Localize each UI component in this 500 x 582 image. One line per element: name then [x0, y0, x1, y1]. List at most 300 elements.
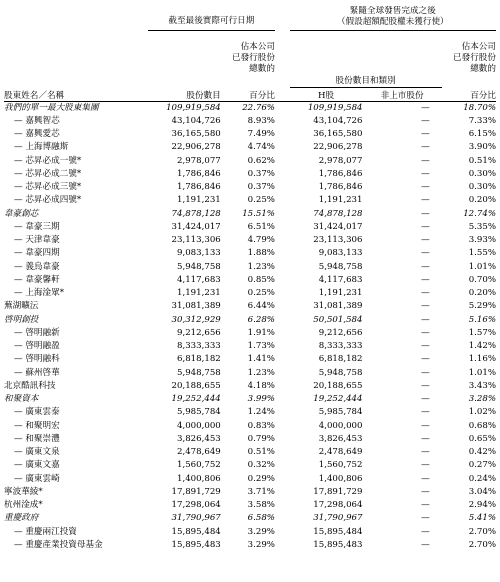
- h-shares-count: 50,501,584: [313, 314, 363, 325]
- shares-count: 20,188,655: [171, 380, 221, 391]
- spacer: [275, 234, 290, 247]
- spacer: [275, 221, 290, 234]
- table-row: [4, 287, 496, 300]
- table-header: [4, 6, 496, 101]
- spacer: [275, 300, 290, 313]
- spacer: [139, 194, 147, 207]
- spacer: [275, 499, 290, 512]
- h-shares-count: 1,786,846: [318, 182, 363, 192]
- unlisted-shares: —: [421, 394, 430, 404]
- spacer: [139, 221, 147, 234]
- shares-count: 9,083,133: [177, 248, 221, 259]
- spacer: [139, 406, 147, 419]
- spacer: [139, 499, 147, 512]
- unlisted-shares: —: [421, 235, 430, 245]
- unlisted-shares: —: [421, 407, 430, 418]
- unlisted-shares: —: [421, 155, 430, 166]
- h-shares-count: 15,895,484: [313, 526, 363, 537]
- h-shares-count: 22,906,278: [313, 142, 363, 153]
- shares-percentage: 0.32%: [247, 460, 275, 471]
- post-offering-percentage: 1.02%: [468, 407, 496, 418]
- spacer: [139, 155, 147, 168]
- shares-percentage: 1.23%: [247, 261, 275, 272]
- shareholder-name: — 芯昇必成二號*: [14, 168, 82, 179]
- shares-count: 1,191,231: [177, 195, 221, 206]
- h-shares-count: 31,790,967: [313, 513, 363, 524]
- spacer: [139, 287, 147, 300]
- spacer: [139, 340, 147, 353]
- spacer: [139, 261, 147, 274]
- table-row: [4, 101, 496, 115]
- shareholder-name: — 上海淦眾*: [14, 288, 64, 298]
- table-row: [4, 274, 496, 287]
- spacer: [139, 473, 147, 486]
- shares-percentage: 4.74%: [247, 142, 275, 153]
- shareholder-name: — 嘉興智芯: [14, 115, 60, 126]
- spacer: [139, 314, 147, 327]
- shares-count: 43,104,726: [171, 115, 221, 126]
- post-offering-percentage: 0.30%: [468, 168, 496, 179]
- post-offering-percentage: 18.70%: [463, 102, 496, 113]
- shares-col-header: 股份數目: [148, 87, 221, 101]
- post-offering-percentage: 5.29%: [468, 301, 496, 312]
- unlisted-shares: —: [421, 288, 430, 298]
- h-shares-count: 6,818,182: [318, 354, 363, 365]
- group2-title: [290, 6, 496, 31]
- unlisted-shares: —: [421, 208, 430, 219]
- shares-count: 5,948,758: [177, 367, 221, 378]
- shares-count: 19,252,444: [171, 394, 221, 404]
- unlisted-shares: —: [421, 248, 430, 259]
- shares-count: 2,478,649: [177, 447, 221, 457]
- shares-count: 9,212,656: [177, 327, 221, 338]
- table-row: [4, 168, 496, 181]
- group1-title: 截至最後實際可行日期: [148, 6, 275, 31]
- spacer: [275, 261, 290, 274]
- spacer: [139, 380, 147, 393]
- shares-count: 15,895,484: [171, 526, 221, 537]
- spacer: [139, 367, 147, 380]
- spacer: [139, 300, 147, 313]
- spacer: [139, 168, 147, 181]
- shareholder-name: 寧波華綾*: [4, 486, 43, 497]
- h-shares-count: 1,191,231: [318, 195, 363, 206]
- spacer: [139, 247, 147, 260]
- post-offering-percentage: 1.55%: [468, 248, 496, 259]
- spacer: [139, 433, 147, 446]
- shareholder-name: — 上海博融斯: [14, 142, 69, 153]
- shareholder-name: 北京酷訊科技: [4, 380, 56, 391]
- table-row: [4, 141, 496, 154]
- shareholder-name: — 芯昇必成一號*: [14, 155, 82, 166]
- unlisted-shares: —: [421, 513, 430, 524]
- h-shares-count: 2,478,649: [318, 447, 363, 457]
- shares-percentage: 0.83%: [247, 420, 275, 431]
- shares-count: 4,000,000: [177, 420, 221, 431]
- unlisted-shares: —: [421, 274, 430, 285]
- table-row: [4, 247, 496, 260]
- post-offering-percentage: 0.24%: [468, 473, 496, 484]
- spacer: [275, 168, 290, 181]
- post-offering-percentage: 0.30%: [468, 182, 496, 192]
- table-row: [4, 221, 496, 234]
- spacer: [275, 406, 290, 419]
- spacer: [139, 446, 147, 459]
- shareholder-name: — 廣東文泉: [14, 447, 60, 457]
- table-row: [4, 155, 496, 168]
- post-offering-percentage: 0.42%: [468, 447, 496, 457]
- shareholder-name: — 蘇州啓華: [14, 367, 60, 378]
- spacer: [275, 486, 290, 499]
- table-row: [4, 499, 496, 512]
- table-row: [4, 526, 496, 539]
- shareholder-name: — 韋豪三期: [14, 221, 60, 232]
- spacer: [275, 539, 290, 552]
- shares-percentage: 0.25%: [247, 195, 275, 206]
- post-offering-percentage: 2.70%: [468, 526, 496, 537]
- unlisted-shares: —: [421, 486, 430, 497]
- shareholder-name: — 義烏韋豪: [14, 261, 60, 272]
- post-offering-percentage: 1.01%: [468, 261, 496, 272]
- h-shares-count: 36,165,580: [313, 129, 363, 139]
- spacer: [139, 128, 147, 141]
- shares-percentage: 1.73%: [247, 341, 275, 351]
- shareholder-name: 啓明創投: [4, 314, 39, 325]
- spacer: [139, 327, 147, 340]
- spacer: [275, 194, 290, 207]
- name-col-header: 股東姓名／名稱: [4, 87, 139, 101]
- h-shares-count: 17,298,064: [313, 500, 363, 510]
- spacer: [275, 473, 290, 486]
- h-shares-count: 31,081,389: [313, 301, 363, 312]
- spacer: [275, 433, 290, 446]
- spacer: [275, 526, 290, 539]
- table-row: [4, 539, 496, 552]
- spacer: [275, 141, 290, 154]
- unlisted-shares: —: [421, 314, 430, 325]
- pct-col-header-2: 百分比: [442, 87, 496, 101]
- spacer: [139, 393, 147, 406]
- shares-count: 15,895,483: [171, 539, 221, 550]
- spacer: [139, 208, 147, 221]
- unlisted-shares: —: [421, 539, 430, 550]
- table-row: [4, 314, 496, 327]
- shares-count: 1,560,752: [177, 460, 221, 471]
- pct-col-header-1: 百分比: [221, 87, 275, 101]
- shareholder-name: — 重慶兩江投資: [14, 526, 77, 537]
- post-offering-percentage: 1.57%: [468, 327, 496, 338]
- unlisted-shares: —: [421, 102, 430, 113]
- post-offering-percentage: 1.42%: [468, 341, 496, 351]
- spacer: [139, 181, 147, 194]
- unlisted-shares: —: [421, 433, 430, 444]
- table-row: [4, 300, 496, 313]
- post-offering-percentage: 0.27%: [468, 460, 496, 471]
- shares-percentage: 15.51%: [242, 208, 275, 219]
- spacer: [275, 327, 290, 340]
- shares-percentage: 22.76%: [242, 102, 275, 113]
- table-row: [4, 128, 496, 141]
- shareholder-name: — 啓明融盈: [14, 341, 60, 351]
- shares-percentage: 3.71%: [247, 486, 275, 497]
- shareholder-name: — 和聚崇灃: [14, 433, 60, 444]
- h-shares-count: 1,400,806: [318, 473, 363, 484]
- h-shares-count: 8,333,333: [318, 341, 363, 351]
- shares-count: 17,298,064: [171, 500, 221, 510]
- table-row: [4, 340, 496, 353]
- shares-percentage: 0.62%: [247, 155, 275, 166]
- post-offering-percentage: 1.16%: [468, 354, 496, 365]
- h-shares-count: 17,891,729: [313, 486, 363, 497]
- h-shares-count: 15,895,483: [313, 539, 363, 550]
- shares-percentage: 8.93%: [247, 115, 275, 126]
- shareholder-name: 和聚資本: [4, 394, 39, 404]
- h-shares-count: 20,188,655: [313, 380, 363, 391]
- shares-count: 3,826,453: [177, 433, 221, 444]
- shareholder-name: 重慶政府: [4, 513, 39, 524]
- shareholder-name: — 韋豪馨軒: [14, 274, 60, 285]
- table-row: [4, 115, 496, 128]
- spacer: [275, 247, 290, 260]
- spacer: [139, 141, 147, 154]
- post-offering-percentage: 1.01%: [468, 367, 496, 378]
- spacer: [275, 287, 290, 300]
- shareholder-name: 我們的單一最大股東集團: [4, 102, 99, 113]
- shares-percentage: 4.79%: [247, 235, 275, 245]
- h-shares-count: 23,113,306: [313, 235, 363, 245]
- shares-percentage: 0.29%: [247, 473, 275, 484]
- spacer: [275, 340, 290, 353]
- spacer: [139, 486, 147, 499]
- pct-header-2: 佔本公司 已發行股份 總數的: [453, 41, 496, 74]
- shares-count: 109,919,584: [166, 102, 221, 113]
- post-offering-percentage: 3.90%: [468, 142, 496, 153]
- h-shares-count: 31,424,017: [313, 221, 363, 232]
- shares-by-class-header: 股份數目和類別: [290, 75, 442, 88]
- shares-percentage: 0.79%: [247, 433, 275, 444]
- post-offering-percentage: 3.93%: [468, 235, 496, 245]
- shares-count: 6,818,182: [177, 354, 221, 365]
- unlisted-shares: —: [421, 420, 430, 431]
- h-shares-count: 74,878,128: [313, 208, 363, 219]
- shares-percentage: 0.85%: [247, 274, 275, 285]
- unlisted-shares: —: [421, 129, 430, 139]
- shares-count: 8,333,333: [177, 341, 221, 351]
- h-shares-count: 1,560,752: [318, 460, 363, 471]
- post-offering-percentage: 0.65%: [468, 433, 496, 444]
- spacer: [275, 393, 290, 406]
- spacer: [139, 353, 147, 366]
- h-shares-count: 5,948,758: [318, 367, 363, 378]
- post-offering-percentage: 7.33%: [468, 115, 496, 126]
- spacer: [139, 115, 147, 128]
- spacer: [275, 101, 290, 115]
- spacer: [275, 380, 290, 393]
- post-offering-percentage: 3.04%: [468, 486, 496, 497]
- h-shares-count: 9,083,133: [318, 248, 363, 259]
- spacer: [139, 274, 147, 287]
- shares-percentage: 6.58%: [247, 513, 275, 524]
- shareholder-name: — 廣東雲泰: [14, 407, 60, 418]
- spacer: [275, 314, 290, 327]
- table-row: [4, 420, 496, 433]
- shareholder-name: 韋豪創芯: [4, 208, 39, 219]
- shares-count: 31,081,389: [171, 301, 221, 312]
- unlisted-col-header: 非上市股份: [363, 87, 442, 101]
- shares-percentage: 1.24%: [247, 407, 275, 418]
- unlisted-shares: —: [421, 460, 430, 471]
- shares-count: 31,790,967: [171, 513, 221, 524]
- shareholder-name: — 芯昇必成三號*: [14, 182, 82, 192]
- shares-percentage: 1.88%: [247, 248, 275, 259]
- h-shares-count: 9,212,656: [318, 327, 363, 338]
- shares-percentage: 0.37%: [247, 182, 275, 192]
- post-offering-percentage: 2.94%: [468, 500, 496, 510]
- shareholder-name: — 和聚明宏: [14, 420, 60, 431]
- unlisted-shares: —: [421, 367, 430, 378]
- table-row: [4, 181, 496, 194]
- table-row: [4, 367, 496, 380]
- post-offering-percentage: 5.16%: [468, 314, 496, 325]
- h-shares-count: 2,978,077: [318, 155, 363, 166]
- table-row: [4, 459, 496, 472]
- shareholder-name: — 廣東雲崎: [14, 473, 60, 484]
- table-row: [4, 208, 496, 221]
- shareholder-name: — 韋豪四期: [14, 248, 60, 259]
- h-shares-col-header: H股: [290, 87, 363, 101]
- unlisted-shares: —: [421, 168, 430, 179]
- shareholder-name: 杭州淦成*: [4, 500, 43, 510]
- post-offering-percentage: 12.74%: [463, 208, 496, 219]
- shares-percentage: 7.49%: [247, 129, 275, 139]
- h-shares-count: 43,104,726: [313, 115, 363, 126]
- unlisted-shares: —: [421, 380, 430, 391]
- table-row: [4, 353, 496, 366]
- spacer: [139, 512, 147, 525]
- spacer: [275, 446, 290, 459]
- table-row: [4, 473, 496, 486]
- shares-count: 1,400,806: [177, 473, 221, 484]
- unlisted-shares: —: [421, 182, 430, 192]
- shares-percentage: 3.29%: [247, 539, 275, 550]
- spacer: [275, 420, 290, 433]
- shares-percentage: 1.41%: [247, 354, 275, 365]
- shares-percentage: 6.44%: [247, 301, 275, 312]
- unlisted-shares: —: [421, 221, 430, 232]
- spacer: [139, 234, 147, 247]
- shares-percentage: 6.51%: [247, 221, 275, 232]
- group2-title-line2: （假設超額配股權未獲行使）: [336, 17, 449, 27]
- shares-percentage: 0.25%: [247, 288, 275, 298]
- table-row: [4, 194, 496, 207]
- spacer: [139, 101, 147, 115]
- shareholder-name: — 嘉興愛芯: [14, 129, 60, 139]
- shares-count: 23,113,306: [171, 235, 221, 245]
- pct-header-1: 佔本公司 已發行股份 總數的: [231, 41, 275, 74]
- shares-percentage: 3.58%: [247, 500, 275, 510]
- post-offering-percentage: 2.70%: [468, 539, 496, 550]
- shares-percentage: 1.91%: [247, 327, 275, 338]
- table-row: [4, 393, 496, 406]
- spacer: [275, 353, 290, 366]
- unlisted-shares: —: [421, 354, 430, 365]
- h-shares-count: 1,786,846: [318, 168, 363, 179]
- h-shares-count: 4,117,683: [318, 274, 363, 285]
- shares-percentage: 6.28%: [247, 314, 275, 325]
- post-offering-percentage: 5.35%: [468, 221, 496, 232]
- spacer: [275, 367, 290, 380]
- h-shares-count: 109,919,584: [307, 102, 363, 113]
- shares-count: 5,948,758: [177, 261, 221, 272]
- spacer: [139, 539, 147, 552]
- h-shares-count: 4,000,000: [318, 420, 363, 431]
- table-row: [4, 234, 496, 247]
- h-shares-count: 19,252,444: [313, 394, 363, 404]
- shareholder-name: — 廣東文嘉: [14, 460, 60, 471]
- spacer: [275, 274, 290, 287]
- shareholder-name: — 重慶產業投資母基金: [14, 539, 103, 550]
- unlisted-shares: —: [421, 526, 430, 537]
- post-offering-percentage: 0.51%: [468, 155, 496, 166]
- shareholder-name: — 芯昇必成四號*: [14, 195, 82, 206]
- shares-count: 1,191,231: [177, 288, 221, 298]
- post-offering-percentage: 6.15%: [468, 129, 496, 139]
- shareholder-name: — 啓明融新: [14, 327, 60, 338]
- spacer: [139, 459, 147, 472]
- unlisted-shares: —: [421, 500, 430, 510]
- shares-percentage: 0.51%: [247, 447, 275, 457]
- table-row: [4, 261, 496, 274]
- shareholding-table: [4, 6, 496, 552]
- spacer: [275, 155, 290, 168]
- table-row: [4, 380, 496, 393]
- table-row: [4, 486, 496, 499]
- shares-count: 2,978,077: [177, 155, 221, 166]
- shares-count: 30,312,929: [171, 314, 221, 325]
- spacer: [275, 181, 290, 194]
- unlisted-shares: —: [421, 195, 430, 206]
- post-offering-percentage: 3.43%: [468, 380, 496, 391]
- table-row: [4, 446, 496, 459]
- shares-percentage: 1.23%: [247, 367, 275, 378]
- shares-count: 17,891,729: [171, 486, 221, 497]
- h-shares-count: 5,985,784: [318, 407, 363, 418]
- table-body: [4, 101, 496, 552]
- post-offering-percentage: 3.28%: [468, 394, 496, 404]
- unlisted-shares: —: [421, 142, 430, 153]
- unlisted-shares: —: [421, 327, 430, 338]
- unlisted-shares: —: [421, 115, 430, 126]
- spacer: [275, 128, 290, 141]
- unlisted-shares: —: [421, 341, 430, 351]
- post-offering-percentage: 0.20%: [468, 195, 496, 206]
- spacer: [275, 115, 290, 128]
- group2-title-line1: 緊隨全球發售完成之後: [349, 6, 436, 16]
- post-offering-percentage: 5.41%: [468, 513, 496, 524]
- h-shares-count: 3,826,453: [318, 433, 363, 444]
- shares-percentage: 3.99%: [247, 394, 275, 404]
- unlisted-shares: —: [421, 261, 430, 272]
- shares-percentage: 4.18%: [247, 380, 275, 391]
- shares-count: 22,906,278: [171, 142, 221, 153]
- unlisted-shares: —: [421, 447, 430, 457]
- table-row: [4, 327, 496, 340]
- unlisted-shares: —: [421, 473, 430, 484]
- post-offering-percentage: 0.70%: [468, 274, 496, 285]
- h-shares-count: 1,191,231: [318, 288, 363, 298]
- shares-count: 36,165,580: [171, 129, 221, 139]
- spacer: [139, 420, 147, 433]
